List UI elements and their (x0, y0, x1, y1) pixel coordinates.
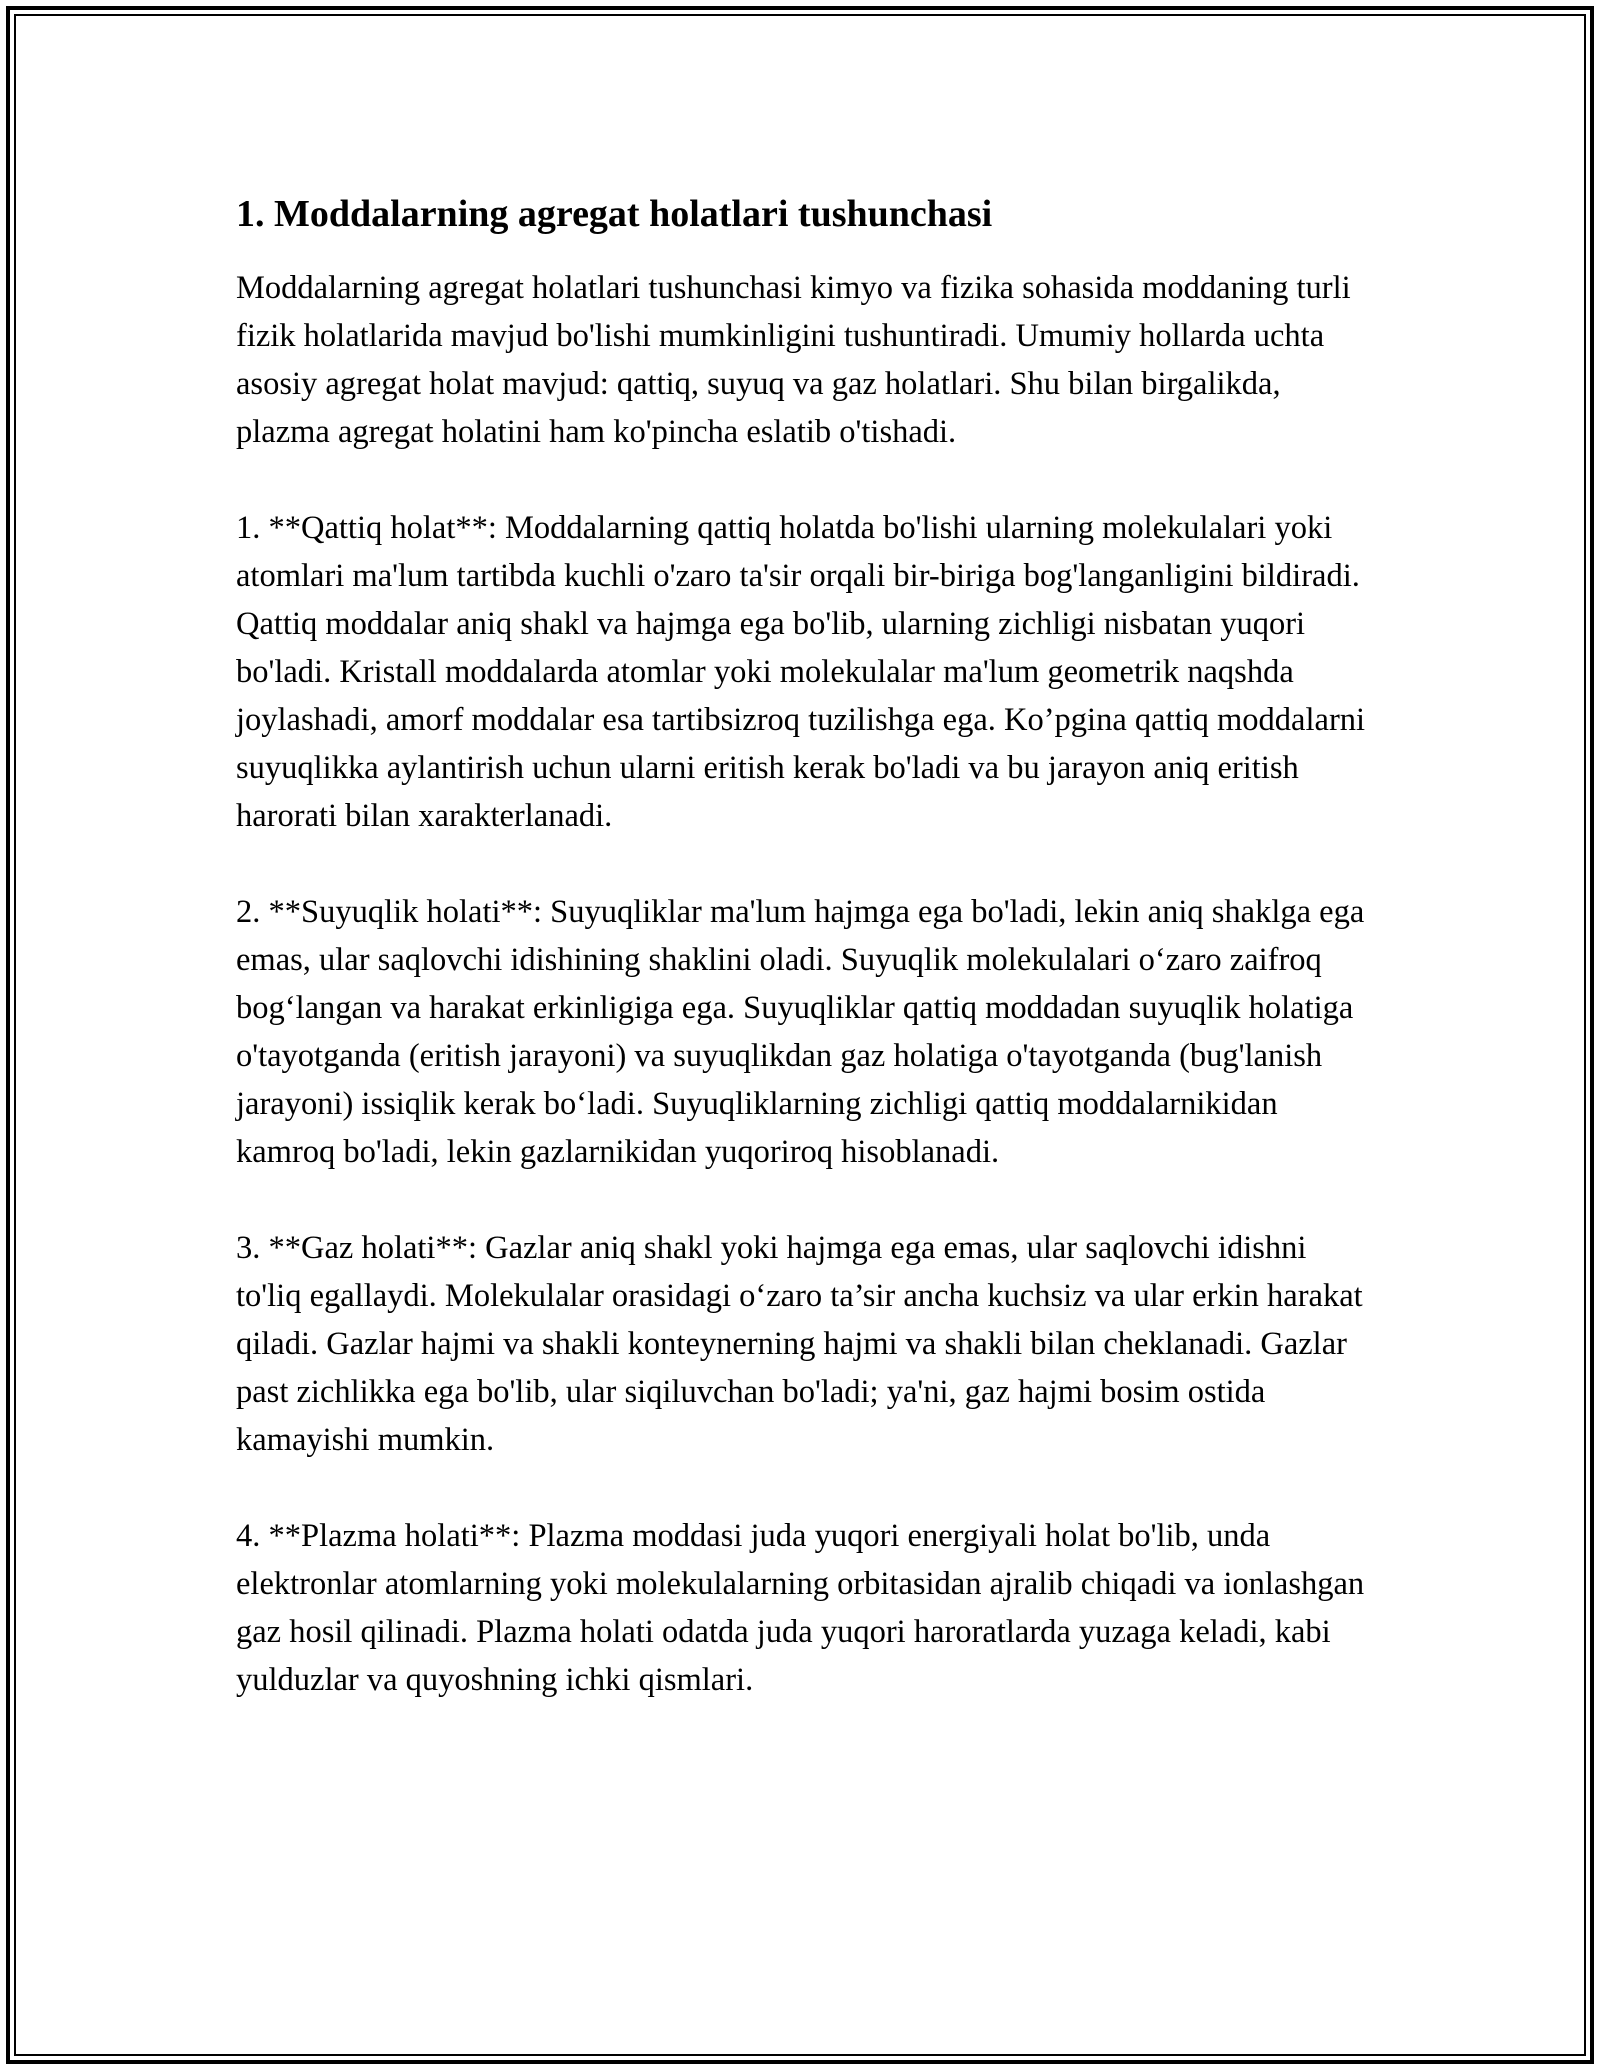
solid-state-paragraph: 1. **Qattiq holat**: Moddalarning qattiq holatda bo'lishi ularning molekulalari yoki atomlari ma'lum tartibda kuchli o'zaro ta'sir orqali bir-biriga bog'langanligini bildiradi. Qattiq moddalar aniq shakl va hajmga ega bo'lib, ularning zichligi nisbatan yuqori bo'ladi. Kristall moddalarda atomlar yoki molekulalar ma'lum geometrik naqshda joylashadi, amorf moddalar esa tartibsizroq tuzilishga ega. Ko’pgina qattiq moddalarni suyuqlikka aylantirish uchun ularni eritish kerak bo'ladi va bu jarayon aniq eritish harorati bilan xarakterlanadi. (236, 510, 1366, 834)
plasma-state-paragraph: 4. **Plazma holati**: Plazma moddasi juda yuqori energiyali holat bo'lib, unda elektronlar atomlarning yoki molekulalarning orbitasidan ajralib chiqadi va ionlashgan gaz hosil qilinadi. Plazma holati odatda juda yuqori haroratlarda yuzaga keladi, kabi yulduzlar va quyoshning ichki qismlari. (236, 1518, 1365, 1698)
gas-state-paragraph: 3. **Gaz holati**: Gazlar aniq shakl yoki hajmga ega emas, ular saqlovchi idishni to'liq egallaydi. Molekulalar orasidagi o‘zaro ta’sir ancha kuchsiz va ular erkin harakat qiladi. Gazlar hajmi va shakli konteynerning hajmi va shakli bilan cheklanadi. Gazlar past zichlikka ega bo'lib, ular siqiluvchan bo'ladi; ya'ni, gaz hajmi bosim ostida kamayishi mumkin. (236, 1230, 1363, 1458)
document-body (236, 186, 1366, 1752)
intro-paragraph: Moddalarning agregat holatlari tushunchasi kimyo va fizika sohasida moddaning turli fizik holatlarida mavjud bo'lishi mumkinligini tushuntiradi. Umumiy hollarda uchta asosiy agregat holat mavjud: qattiq, suyuq va gaz holatlari. Shu bilan birgalikda, plazma agregat holatini ham ko'pincha eslatib o'tishadi. (236, 270, 1351, 450)
liquid-state-paragraph: 2. **Suyuqlik holati**: Suyuqliklar ma'lum hajmga ega bo'ladi, lekin aniq shaklga ega emas, ular saqlovchi idishining shaklini oladi. Suyuqlik molekulalari o‘zaro zaifroq bog‘langan va harakat erkinligiga ega. Suyuqliklar qattiq moddadan suyuqlik holatiga o'tayotganda (eritish jarayoni) va suyuqlikdan gaz holatiga o'tayotganda (bug'lanish jarayoni) issiqlik kerak bo‘ladi. Suyuqliklarning zichligi qattiq moddalarnikidan kamroq bo'ladi, lekin gazlarnikidan yuqoriroq hisoblanadi. (236, 894, 1365, 1170)
section-heading: 1. Moddalarning agregat holatlari tushunchasi (236, 193, 993, 235)
